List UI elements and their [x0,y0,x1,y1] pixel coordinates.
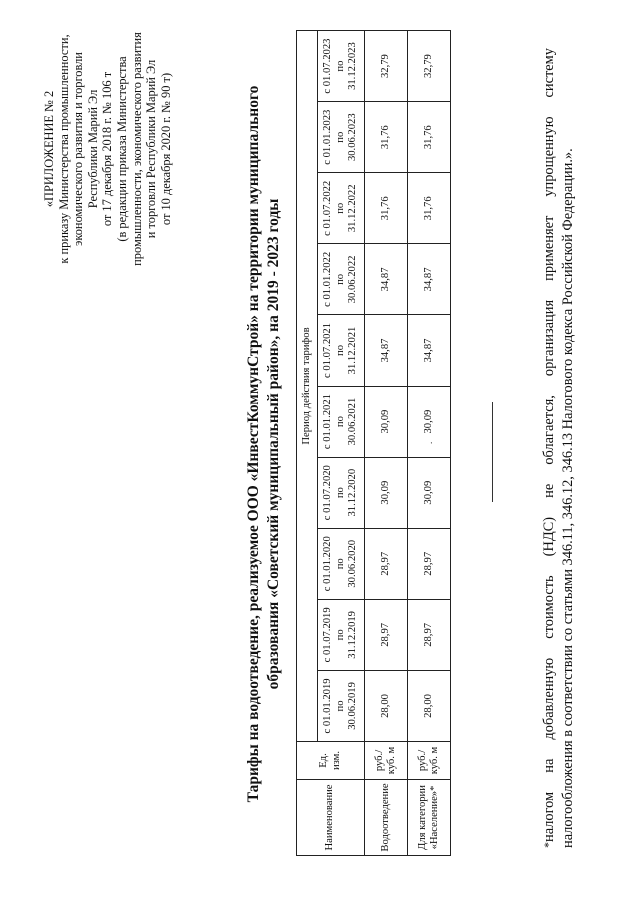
period-header-cell [318,599,365,670]
period-to: 31.12.2022 [347,184,359,233]
tariff-value: 28,00 [365,670,408,741]
period-to: 31.12.2020 [347,468,359,517]
row-name [408,780,451,856]
period-mid: по [334,202,346,214]
period-from: с 01.07.2019 [322,607,334,663]
appendix-line: к приказу Министерства промышленности, [56,34,71,264]
footnote-star: * [541,842,555,848]
tariff-value: 30,09 [365,457,408,528]
period-from: с 01.01.2021 [322,394,334,450]
tariff-value: 30,09 [365,386,408,457]
row-name-line: «Население»* [429,785,440,850]
footnote-line-2: налогообложения в соответствии со статьями 346.11, 346.12, 346.13 Налогового кодекса Российской Федерации.». [560,148,576,848]
appendix-line: от 17 декабря 2018 г. № 106 т [100,71,115,227]
stray-mark: . [424,441,434,444]
table-row [365,31,408,856]
divider-line [492,402,493,502]
row-name [365,780,408,856]
period-mid: по [334,131,346,143]
period-from: с 01.01.2022 [322,251,334,307]
period-mid: по [334,416,346,428]
appendix-line: «ПРИЛОЖЕНИЕ № 2 [42,90,56,208]
tariff-value: 28,97 [408,528,451,599]
appendix-line: и торговли Республики Марий Эл [144,59,159,239]
row-unit-line: руб./ [416,749,428,772]
tariff-body [365,31,451,856]
period-header-cell [318,244,365,315]
tariff-value: 28,00 [408,670,451,741]
row-name-line: Водоотведение [379,783,391,852]
row-name-line: Для категории [416,785,428,850]
tariff-value: 28,97 [365,599,408,670]
row-unit [365,742,408,780]
title-line-1: Тарифы на водоотведение, реализуемое ООО «ИнвестКоммунСтрой» на территории муниципального [245,85,262,803]
header-name: Наименование [297,780,365,856]
appendix-line: экономического развития и торговли [71,52,86,246]
tariff-value: 32,79 [408,31,451,102]
appendix-header [42,14,173,284]
appendix-line: (в редакции приказа Министерства [114,56,129,242]
period-from: с 01.07.2023 [322,38,334,94]
period-from: с 01.07.2021 [322,322,334,378]
period-to: 30.06.2019 [347,682,359,730]
period-mid: по [334,345,346,356]
period-header-cell [318,31,365,102]
period-header-cell [318,457,365,528]
tariff-value: 32,79 [365,31,408,102]
appendix-line: от 10 декабря 2020 г. № 90 т) [158,72,173,226]
period-mid: по [334,273,346,285]
tariff-value: 34,87 [408,315,451,386]
footnote-text-1: налогом на добавленную стоимость (НДС) не облагается, организация применяет упрощенную систему [541,48,557,842]
tariff-value: 30,09 [408,457,451,528]
period-to: 30.06.2021 [347,397,359,446]
period-header-cell [318,315,365,386]
period-mid: по [334,558,346,570]
row-unit [408,742,451,780]
row-unit-line: куб. м [429,746,440,775]
period-from: с 01.01.2020 [322,536,334,592]
tariff-value: 34,87 [365,315,408,386]
period-to: 30.06.2023 [347,113,359,162]
row-unit-line: руб./ [373,749,385,772]
period-mid: по [334,700,346,712]
footnote-line-1 [540,48,559,848]
period-header-cell [318,173,365,244]
tariff-value: 34,87 [408,244,451,315]
period-header-row [318,31,365,856]
period-mid: по [334,629,346,641]
period-to: 31.12.2021 [347,326,359,375]
header-unit: Ед. изм. [297,742,365,780]
period-to: 31.12.2019 [347,611,359,659]
tariff-value: 30,09 [408,386,451,457]
row-unit-line: куб. м [386,746,397,775]
tariff-value: 34,87 [365,244,408,315]
period-from: с 01.07.2022 [322,180,334,236]
header-period: Период действия тарифов [297,31,318,742]
footnote [540,48,578,848]
document-title [244,64,284,824]
period-to: 31.12.2023 [347,42,359,90]
period-to: 30.06.2020 [347,539,359,588]
tariff-value: 31,76 [365,173,408,244]
title-line-2: образования «Советский муниципальный район», на 2019 - 2023 годы [265,198,282,690]
appendix-line: Республики Марий Эл [85,89,100,209]
period-header-cell [318,528,365,599]
period-from: с 01.07.2020 [322,465,334,521]
tariff-value: 28,97 [408,599,451,670]
period-header-cell [318,102,365,173]
period-header-cell [318,386,365,457]
tariff-value: 31,76 [408,102,451,173]
period-mid: по [334,487,346,499]
tariff-value: 31,76 [408,173,451,244]
period-header-cell [318,670,365,741]
period-from: с 01.01.2019 [322,678,334,734]
period-from: с 01.01.2023 [322,109,334,165]
appendix-line: промышленности, экономического развития [129,32,144,266]
tariff-value: 31,76 [365,102,408,173]
tariff-value: 28,97 [365,528,408,599]
period-to: 30.06.2022 [347,255,359,304]
period-mid: по [334,60,346,72]
